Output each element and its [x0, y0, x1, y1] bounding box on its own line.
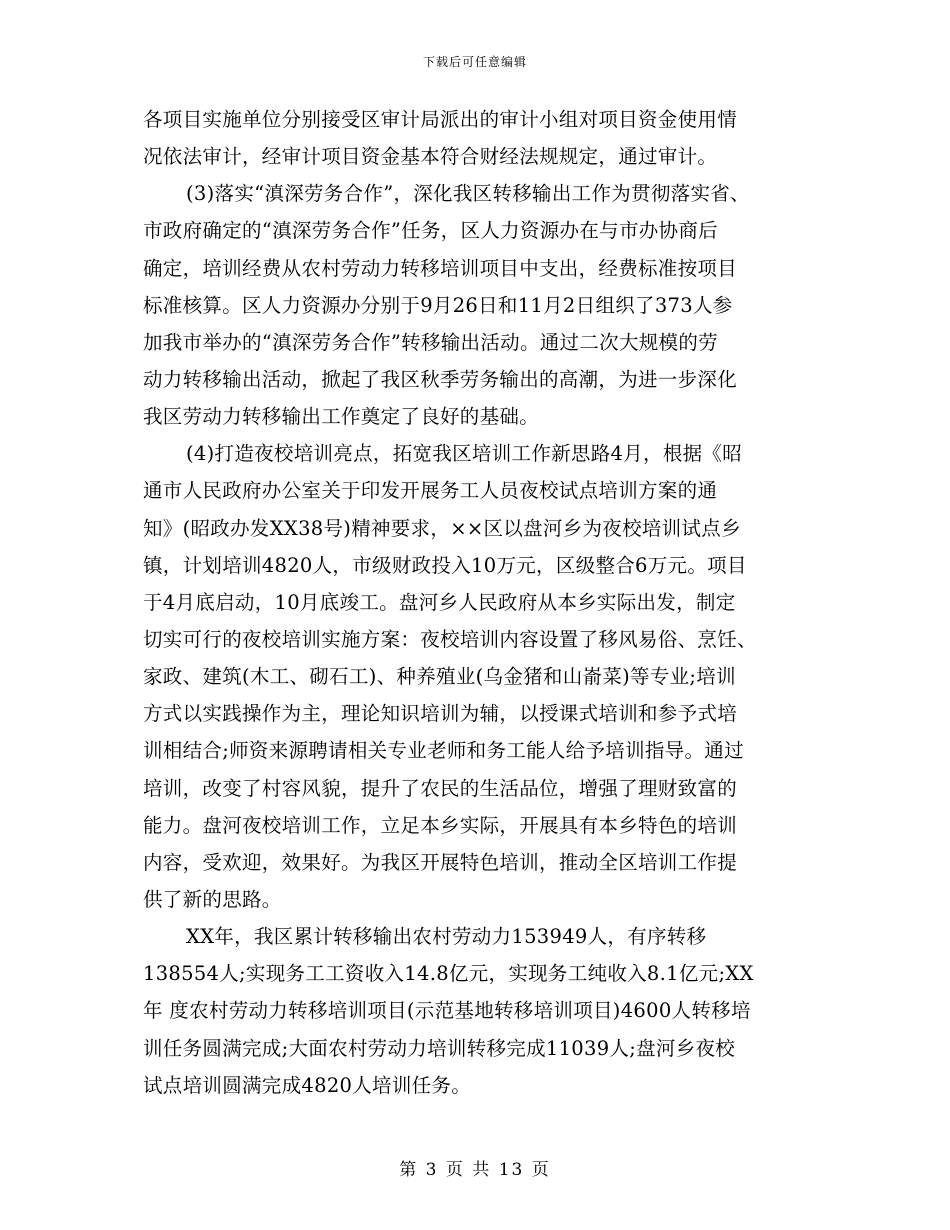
text-line: 镇，计划培训4820人，市级财政投入10万元，区级整合6万元。项目 [143, 553, 747, 577]
text-line: 况依法审计，经审计项目资金基本符合财经法规规定，通过审计。 [143, 145, 718, 169]
text-line: 训相结合;师资来源聘请相关专业老师和务工能人给予培训指导。通过 [143, 739, 744, 763]
text-line: XX年，我区累计转移输出农村劳动力153949人，有序转移 [186, 925, 707, 949]
text-line: 标准核算。区人力资源办分别于9月26日和11月2日组织了373人参 [143, 293, 733, 317]
text-line: 年 度农村劳动力转移培训项目(示范基地转移培训项目)4600人转移培 [143, 999, 751, 1023]
text-line: 确定，培训经费从农村劳动力转移培训项目中支出，经费标准按项目 [143, 256, 738, 280]
text-line: 138554人;实现务工工资收入14.8亿元，实现务工纯收入8.1亿元;XX [143, 962, 754, 986]
text-line: 动力转移输出活动，掀起了我区秋季劳务输出的高潮，为进一步深化 [143, 367, 738, 391]
text-line: 试点培训圆满完成4820人培训任务。 [143, 1073, 472, 1097]
page-header-note: 下载后可任意编辑 [422, 55, 527, 69]
text-line: 通市人民政府办公室关于印发开展务工人员夜校试点培训方案的通 [143, 479, 718, 503]
text-line: 切实可行的夜校培训实施方案：夜校培训内容设置了移风易俗、烹饪、 [143, 627, 757, 651]
text-line: 能力。盘河夜校培训工作，立足本乡实际，开展具有本乡特色的培训 [143, 813, 738, 837]
text-line: 各项目实施单位分别接受区审计局派出的审计小组对项目资金使用情 [143, 108, 738, 131]
text-line: 训任务圆满完成;大面农村劳动力培训转移完成11039人;盘河乡夜校 [143, 1036, 736, 1060]
text-line: (4)打造夜校培训亮点，拓宽我区培训工作新思路4月，根据《昭 [186, 442, 743, 466]
text-line: 家政、建筑(木工、砌石工)、种养殖业(乌金猪和山嵛菜)等专业;培训 [143, 665, 736, 689]
text-line: 加我市举办的“滇深劳务合作”转移输出活动。通过二次大规模的劳 [143, 330, 718, 354]
text-line: 培训，改变了村容风貌，提升了农民的生活品位，增强了理财致富的 [143, 776, 738, 800]
text-line: 市政府确定的“滇深劳务合作”任务，区人力资源办在与市办协商后 [143, 219, 718, 243]
page-number-footer: 第 3 页 共 13 页 [399, 1160, 551, 1180]
text-line: 供了新的思路。 [143, 887, 282, 911]
text-line: 内容，受欢迎，效果好。为我区开展特色培训，推动全区培训工作提 [143, 850, 738, 874]
document-body [143, 101, 823, 1104]
text-line: 方式以实践操作为主，理论知识培训为辅，以授课式培训和参予式培 [143, 702, 738, 726]
text-line: 于4月底启动，10月底竣工。盘河乡人民政府从本乡实际出发，制定 [143, 590, 736, 614]
text-line: 我区劳动力转移输出工作奠定了良好的基础。 [143, 405, 540, 429]
text-line: (3)落实“滇深劳务合作”，深化我区转移输出工作为贯彻落实省、 [186, 182, 750, 206]
text-line: 知》(昭政办发XX38号)精神要求，××区以盘河乡为夜校培训试点乡 [143, 516, 741, 540]
